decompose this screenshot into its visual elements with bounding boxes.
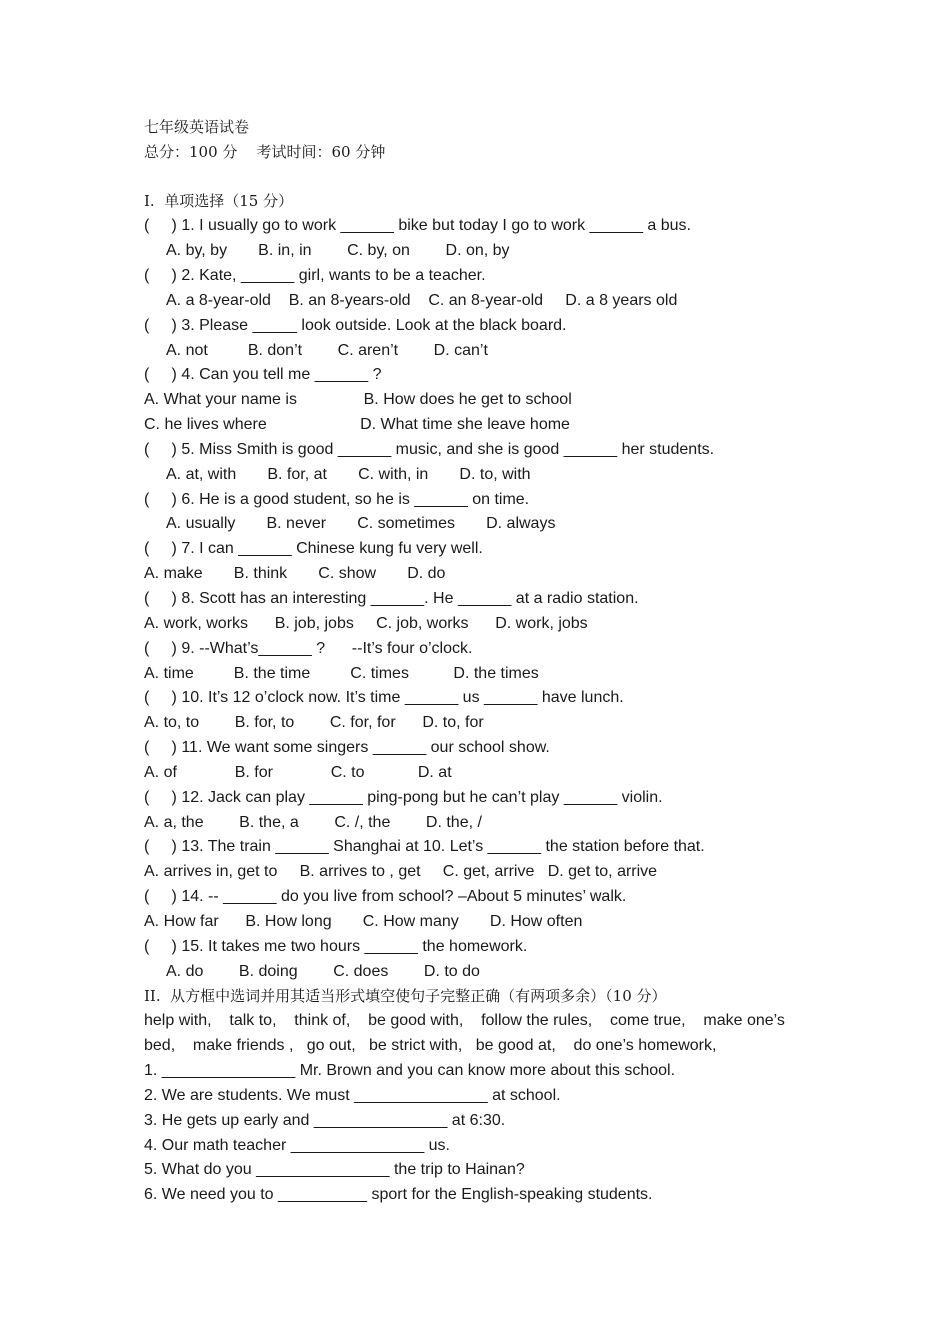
- question-3-options: A. not B. don’t C. aren’t D. can’t: [166, 341, 488, 359]
- fill-item-4: 4. Our math teacher _______________ us.: [144, 1136, 450, 1154]
- question-5-options: A. at, with B. for, at C. with, in D. to, with: [166, 465, 531, 483]
- question-4-options-ab: A. What your name is B. How does he get to school: [144, 391, 572, 409]
- question-1: ( ) 1. I usually go to work ______ bike but today I go to work ______ a bus.: [144, 217, 691, 235]
- word-bank-line-2: bed, make friends , go out, be strict with, be good at, do one’s homework,: [144, 1037, 717, 1055]
- question-4-options-cd: C. he lives where D. What time she leave home: [144, 416, 570, 434]
- question-4: ( ) 4. Can you tell me ______ ?: [144, 366, 382, 384]
- question-15: ( ) 15. It takes me two hours ______ the homework.: [144, 937, 528, 955]
- word-bank-line-1: help with, talk to, think of, be good with, follow the rules, come true, make one’s: [144, 1012, 785, 1030]
- question-7: ( ) 7. I can ______ Chinese kung fu very well.: [144, 540, 483, 558]
- question-1-options: A. by, by B. in, in C. by, on D. on, by: [166, 242, 510, 260]
- question-12: ( ) 12. Jack can play ______ ping-pong but he can’t play ______ violin.: [144, 788, 663, 806]
- question-14-options: A. How far B. How long C. How many D. How often: [144, 912, 583, 930]
- section-1-heading: I. 单项选择（15 分）: [144, 192, 294, 211]
- fill-item-6: 6. We need you to __________ sport for the English-speaking students.: [144, 1186, 653, 1204]
- question-6-options: A. usually B. never C. sometimes D. always: [166, 515, 556, 533]
- section-1-questions: [144, 214, 844, 984]
- question-10-options: A. to, to B. for, to C. for, for D. to, for: [144, 714, 484, 732]
- question-11-options: A. of B. for C. to D. at: [144, 763, 452, 781]
- question-10: ( ) 10. It’s 12 o’clock now. It’s time ______ us ______ have lunch.: [144, 689, 624, 707]
- question-8-options: A. work, works B. job, jobs C. job, works D. work, jobs: [144, 614, 588, 632]
- question-12-options: A. a, the B. the, a C. /, the D. the, /: [144, 813, 482, 831]
- word-bank: [144, 1009, 844, 1059]
- section-2-heading: II. 从方框中选词并用其适当形式填空使句子完整正确（有两项多余）（10 分）: [144, 987, 667, 1006]
- question-9-options: A. time B. the time C. times D. the times: [144, 664, 539, 682]
- question-15-options: A. do B. doing C. does D. to do: [166, 962, 480, 980]
- fill-item-2: 2. We are students. We must _______________ at school.: [144, 1086, 561, 1104]
- question-6: ( ) 6. He is a good student, so he is ______ on time.: [144, 490, 530, 508]
- question-11: ( ) 11. We want some singers ______ our school show.: [144, 739, 550, 757]
- fill-item-5: 5. What do you _______________ the trip to Hainan?: [144, 1161, 525, 1179]
- question-3: ( ) 3. Please _____ look outside. Look at the black board.: [144, 316, 567, 334]
- section-2-items: [144, 1059, 844, 1208]
- question-2-options: A. a 8-year-old B. an 8-years-old C. an 8-year-old D. a 8 years old: [166, 291, 678, 309]
- question-5: ( ) 5. Miss Smith is good ______ music, and she is good ______ her students.: [144, 440, 715, 458]
- question-8: ( ) 8. Scott has an interesting ______. He ______ at a radio station.: [144, 589, 639, 607]
- question-13-options: A. arrives in, get to B. arrives to , get C. get, arrive D. get to, arrive: [144, 863, 658, 881]
- exam-title: 七年级英语试卷: [144, 118, 250, 136]
- fill-item-1: 1. _______________ Mr. Brown and you can know more about this school.: [144, 1062, 676, 1080]
- question-2: ( ) 2. Kate, ______ girl, wants to be a teacher.: [144, 267, 486, 285]
- question-13: ( ) 13. The train ______ Shanghai at 10. Let’s ______ the station before that.: [144, 838, 705, 856]
- question-14: ( ) 14. -- ______ do you live from school? –About 5 minutes’ walk.: [144, 888, 627, 906]
- question-7-options: A. make B. think C. show D. do: [144, 565, 446, 583]
- fill-item-3: 3. He gets up early and _______________ at 6:30.: [144, 1111, 506, 1129]
- question-9: ( ) 9. --What’s______ ? --It’s four o’clock.: [144, 639, 473, 657]
- exam-page: [144, 115, 844, 1208]
- exam-info: 总分：100 分 考试时间：60 分钟: [144, 142, 386, 161]
